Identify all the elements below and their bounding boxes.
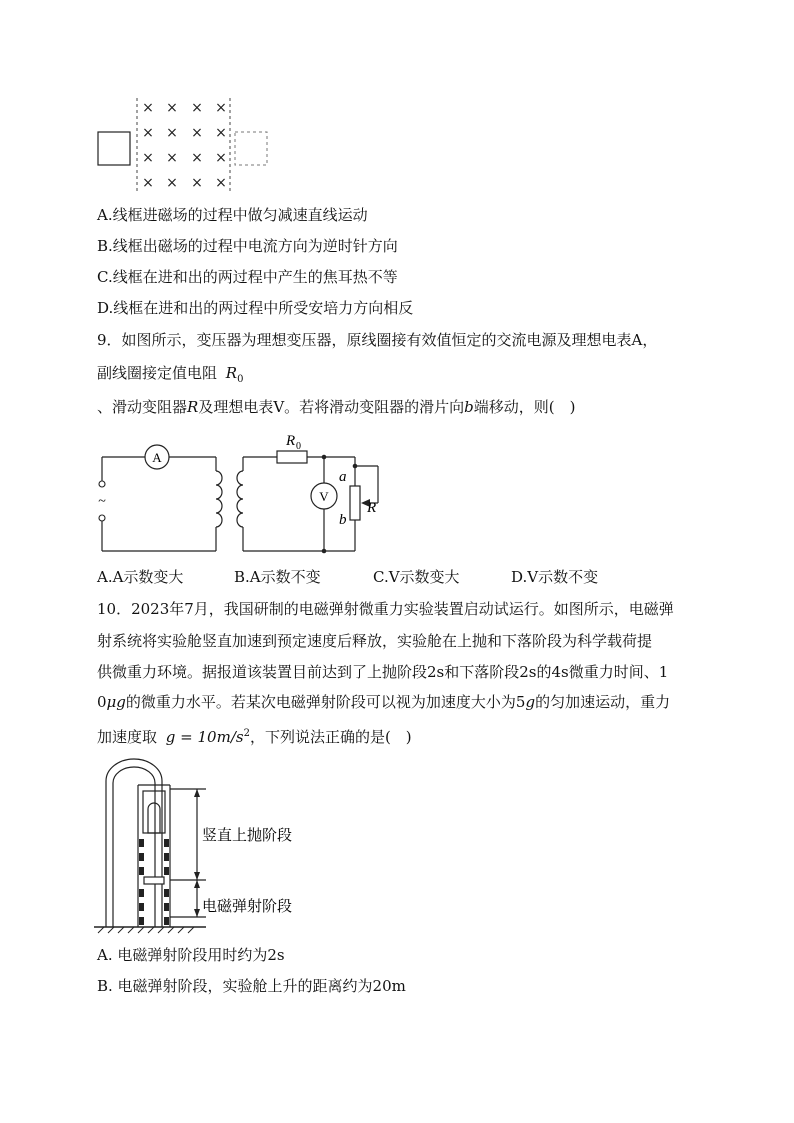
field-mark-icon: ×: [215, 100, 227, 116]
mu-g-symbol: μg: [106, 693, 126, 711]
q9-stem-line3: [97, 396, 575, 418]
q10-option-b[interactable]: B. 电磁弹射阶段，实验舱上升的距离约为20m: [97, 977, 406, 995]
q10-stem-line2: 射系统将实验舱竖直加速到预定速度后释放，实验舱在上抛和下落阶段为科学载荷提: [97, 632, 653, 650]
q9-stem-line3-c: 端移动，则( ): [473, 398, 576, 416]
q9-circuit-figure: [94, 424, 394, 556]
q10-line5-a: 加速度取: [97, 728, 158, 746]
terminal-b-label: b: [339, 512, 347, 528]
r0-subscript: 0: [237, 374, 244, 385]
r-symbol: R: [187, 398, 199, 416]
gravity-exponent: 2: [243, 728, 250, 739]
em-launch-tower: [94, 757, 314, 937]
field-mark-icon: ×: [142, 100, 154, 116]
rheostat-label: R: [367, 500, 377, 516]
field-mark-icon: ×: [142, 175, 154, 191]
terminal-icon: [99, 481, 105, 487]
r0-figure-subscript: 0: [296, 441, 301, 452]
field-mark-icon: ×: [166, 175, 178, 191]
label-vertical-throw: 竖直上抛阶段: [202, 826, 293, 844]
r0-symbol: R: [225, 364, 238, 382]
q10-line4-c: 的匀加速运动，重力: [535, 693, 671, 711]
q10-line4-b: 的微重力水平。若某次电磁弹射阶段可以视为加速度大小为5: [125, 693, 526, 711]
terminal-a-label: a: [339, 469, 347, 485]
q8-figure: [96, 96, 276, 196]
field-mark-icon: ×: [142, 125, 154, 141]
q10-stem-line1: 10．2023年7月，我国研制的电磁弹射微重力实验装置启动试运行。如图所示，电磁弹: [97, 600, 674, 618]
launch-carriage: [144, 877, 164, 884]
voltmeter-label: V: [319, 489, 329, 504]
q9-stem-line3-a: 、滑动变阻器: [97, 398, 188, 416]
q9-options: [97, 566, 717, 588]
gravity-equation: g = 10m/s: [165, 728, 244, 746]
q9-option-b[interactable]: B.A示数不变: [234, 568, 321, 586]
q10-line4-a: 0: [97, 693, 107, 711]
q10-stem-line4: [97, 691, 670, 713]
ammeter-label: A: [152, 450, 162, 465]
square-loop: [98, 132, 130, 165]
field-mark-icon: ×: [166, 150, 178, 166]
q9-option-a[interactable]: A.A示数变大: [97, 568, 184, 586]
q10-line5-b: ，下列说法正确的是( ): [249, 728, 412, 746]
q9-stem-line3-b: 及理想电表V。若将滑动变阻器的滑片向: [198, 398, 465, 416]
label-em-launch: 电磁弹射阶段: [202, 897, 293, 915]
g-symbol: g: [525, 693, 536, 711]
field-mark-icon: ×: [191, 175, 203, 191]
field-mark-icon: ×: [215, 125, 227, 141]
r0-resistor: [277, 451, 307, 463]
q9-option-c[interactable]: C.V示数变大: [373, 568, 460, 586]
q10-option-a[interactable]: A. 电磁弹射阶段用时约为2s: [97, 946, 285, 964]
q9-stem-line2-text: 副线圈接定值电阻: [97, 364, 218, 382]
q9-stem-line2: [97, 362, 243, 391]
field-mark-icon: ×: [191, 150, 203, 166]
q9-option-d[interactable]: D.V示数不变: [511, 568, 599, 586]
q8-option-c[interactable]: C.线框在进和出的两过程中产生的焦耳热不等: [97, 268, 398, 286]
q8-option-b[interactable]: B.线框出磁场的过程中电流方向为逆时针方向: [97, 237, 398, 255]
transformer-circuit: [94, 424, 394, 556]
q8-option-d[interactable]: D.线框在进和出的两过程中所受安培力方向相反: [97, 299, 414, 317]
q8-option-a[interactable]: A.线框进磁场的过程中做匀减速直线运动: [97, 206, 368, 224]
field-mark-icon: ×: [191, 100, 203, 116]
field-marks: [142, 100, 227, 191]
field-mark-icon: ×: [166, 125, 178, 141]
field-mark-icon: ×: [191, 125, 203, 141]
field-mark-icon: ×: [215, 150, 227, 166]
field-mark-icon: ×: [215, 175, 227, 191]
r0-figure-label: R: [286, 433, 296, 449]
b-symbol: b: [464, 398, 474, 416]
q10-stem-line3: 供微重力环境。据报道该装置目前达到了上抛阶段2s和下落阶段2s的4s微重力时间、1: [97, 663, 669, 681]
field-mark-icon: ×: [142, 150, 154, 166]
q10-figure: [94, 757, 314, 937]
q8-field-diagram: [96, 96, 276, 196]
field-mark-icon: ×: [166, 100, 178, 116]
terminal-icon: [99, 515, 105, 521]
ac-source-symbol: ~: [98, 494, 106, 509]
q9-stem-line1: 9．如图所示，变压器为理想变压器，原线圈接有效值恒定的交流电源及理想电表A，: [97, 331, 658, 349]
q10-stem-line5: [97, 723, 412, 748]
square-loop-dashed: [235, 132, 267, 165]
rheostat: [350, 486, 360, 520]
